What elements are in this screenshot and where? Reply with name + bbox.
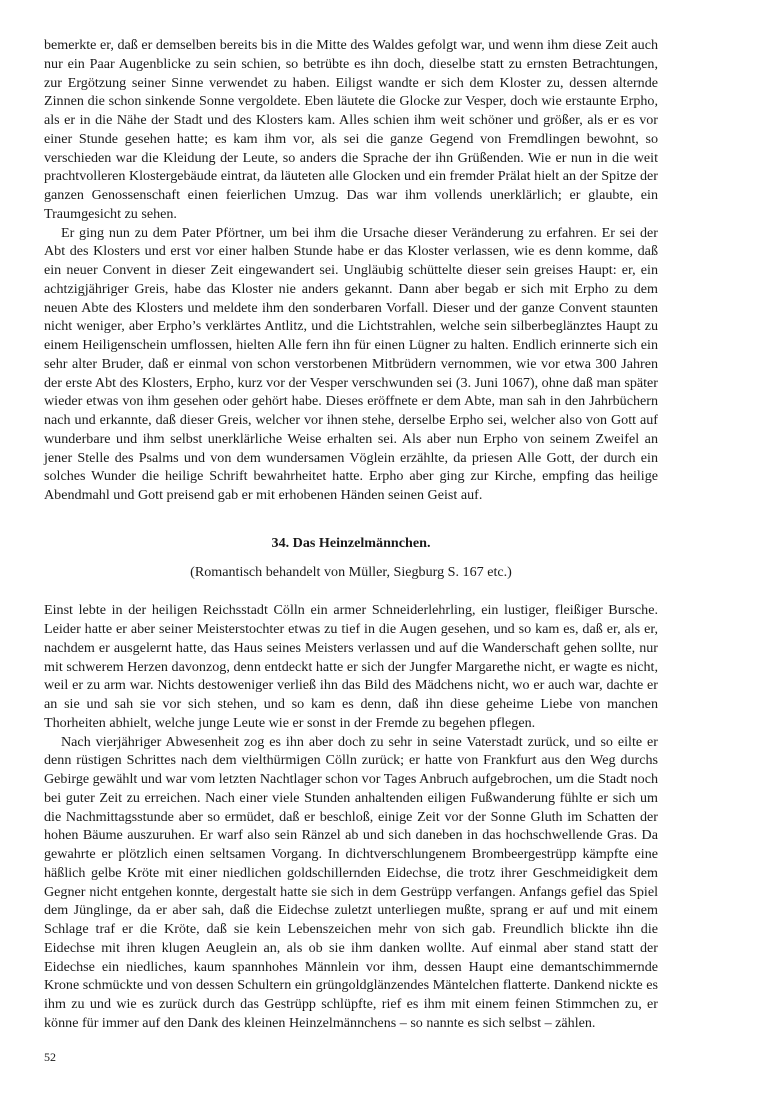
chapter-title: 34. Das Heinzelmännchen. — [271, 534, 431, 551]
paragraph: Einst lebte in der heiligen Reichsstadt Cölln ein armer Schneiderlehrling, ein lustiger, fleißiger Bursche. Leider hatte er aber seiner Meisterstochter etwas zu tief in die Augen gesehen, und so kam es, daß er, als er, nachdem er ausgelernt hatte, das Haus seines Meisters verlassen und auf die Wanderschaft gehen sollte, nur mit schwerem Herzen davonzog, denn entdeckt hatte er sich der Jungfer Margarethe nicht, er wagte es nicht, weil er zu arm war. Nichts destoweniger verließ ihn das Bild des Mädchens nicht, wo er auch war, dachte er an sie und sah sie vor sich stehen, und so kam es denn, daß ihn diese geheime Liebe von manchen Thorheiten abhielt, welche junge Leute wie er sonst in der Fremde zu begehen pflegen. — [44, 602, 658, 731]
paragraph-continuation: bemerkte er, daß er demselben bereits bis in die Mitte des Waldes gefolgt war, und wenn ihm diese Zeit auch nur ein Paar Augenblicke zu sein schien, so betrübte es ihn doch, dieselbe statt zu ernsten Betrachtungen, zur Ergötzung seiner Sinne verwendet zu haben. Eiligst wandte er sich dem Kloster zu, dessen alternde Zinnen die schon sinkende Sonne vergoldete. Eben läutete die Glocke zur Vesper, doch wie erstaunte Erpho, als er in die Nähe der Stadt und des Klosters kam. Alles schien ihm weit schöner und größer, als er es vor einer Stunde gesehen hatte; es kam ihm vor, als sei die ganze Gegend von Fremdlingen bewohnt, so verschieden war die Kleidung der Leute, so anders die Sprache der ihn Grüßenden. Wie er nun in die weit prachtvolleren Klostergebäude eintrat, da läuteten alle Glocken und ein fremder Prälat hielt an der Spitze der ganzen Genossenschaft einen feierlichen Umzug. Das war ihm vollends unerklärlich; er glaubte, ein Traumgesicht zu sehen. — [44, 37, 658, 222]
page-number: 52 — [44, 1050, 56, 1064]
paragraph: Er ging nun zu dem Pater Pförtner, um bei ihm die Ursache dieser Veränderung zu erfahren. Er sei der Abt des Klosters und erst vor einer halben Stunde habe er das Kloster verlassen, wie es denn komme, daß ein neuer Convent in dieser Zeit eingewandert sei. Ungläubig schüttelte dieser sein greises Haupt: er, ein achtzigjähriger Greis, habe das Kloster nie anders gekannt. Dann aber begab er sich mit Erpho zu dem neuen Abte des Klosters und meldete ihm den sonderbaren Vorfall. Dieser und der ganze Convent staunten nicht weniger, aber Erpho’s verklärtes Antlitz, und die Lichtstrahlen, welche sein silberbeglänztes Haupt zu einem Heiligenschein umflossen, hielten Alle fern ihn für einen Lügner zu halten. Endlich erinnerte sich ein sehr alter Bruder, daß er einmal von schon verstorbenen Mitbrüdern vernommen, wie vor etwa 300 Jahren der erste Abt des Klosters, Erpho, kurz vor der Vesper verschwunden sei (3. Juni 1067), ohne daß man später wieder etwas von ihm gesehen oder gehört habe. Dieses eröffnete er dem Abte, man sah in den Jahrbüchern nach und erkannte, daß dieser Greis, welcher vor ihnen stehe, derselbe Erpho sei, welcher also von Gott auf wunderbare und ihm selbst unerklärliche Weise erhalten sei. Als aber nun Erpho von seinem Zweifel an jener Stelle des Psalms und von dem wundersamen Vöglein erzählte, da priesen Alle Gott, der durch ein solches Wunder die heilige Schrift bewahrheitet hatte. Erpho aber ging zur Kirche, empfing das heilige Abendmahl und Gott preisend gab er mit erhobenen Händen seinen Geist auf. — [44, 224, 658, 503]
paragraph: Nach vierjähriger Abwesenheit zog es ihn aber doch zu sehr in seine Vaterstadt zurück, und so eilte er denn rüstigen Schrittes nach dem vielthürmigen Cölln zurück; er hatte von Frankfurt aus den Weg durchs Gebirge gewählt und war vom letzten Nachtlager schon vor Tages Anbruch aufgebrochen, um die Stadt noch bei guter Zeit zu erreichen. Nach einer viele Stunden anhaltenden eiligen Fußwanderung fühlte er sich um die Nachmittagsstunde aber so ermüdet, daß er beschloß, einige Zeit vor der Sonne Gluth im Schatten der hohen Bäume auszuruhen. Er warf also sein Ränzel ab und sich daneben in das hochschwellende Gras. Da gewahrte er plötzlich einen seltsamen Vorgang. In dichtverschlungenem Brombeergestrüpp kämpfte eine häßlich gelbe Kröte mit einer niedlichen goldschillernden Eidechse, die trotz ihrer Geschmeidigkeit dem Gegner nicht entgehen konnte, dergestalt hatte sie sich in dem Gestrüpp verfangen. Anfangs gefiel das Spiel dem Jünglinge, da er aber sah, daß die Eidechse zuletzt unterliegen mußte, sprang er auf und mit einem Schlage traf er die Kröte, daß sie kein Lebenszeichen mehr von sich gab. Freundlich blickte ihn die Eidechse mit ihren klugen Aeuglein an, als ob sie ihm danken wollte. Auf einmal aber stand statt der Eidechse ein niedliches, kaum spannhohes Männlein vor ihm, dessen Haupt eine demantschimmernde Krone schmückte und von dessen Schultern ein grüngoldglänzendes Mäntelchen flatterte. Dankend nickte es ihm zu und wie es zurück durch das Gestrüpp schlüpfte, rief es ihm mit einem feinen Stimmchen zu, er könne für immer auf den Dank des kleinen Heinzelmännchens – so nannte es sich selbst – zählen. — [44, 733, 658, 1031]
chapter-subtitle: (Romantisch behandelt von Müller, Siegburg S. 167 etc.) — [190, 563, 512, 580]
book-page — [44, 36, 658, 1033]
